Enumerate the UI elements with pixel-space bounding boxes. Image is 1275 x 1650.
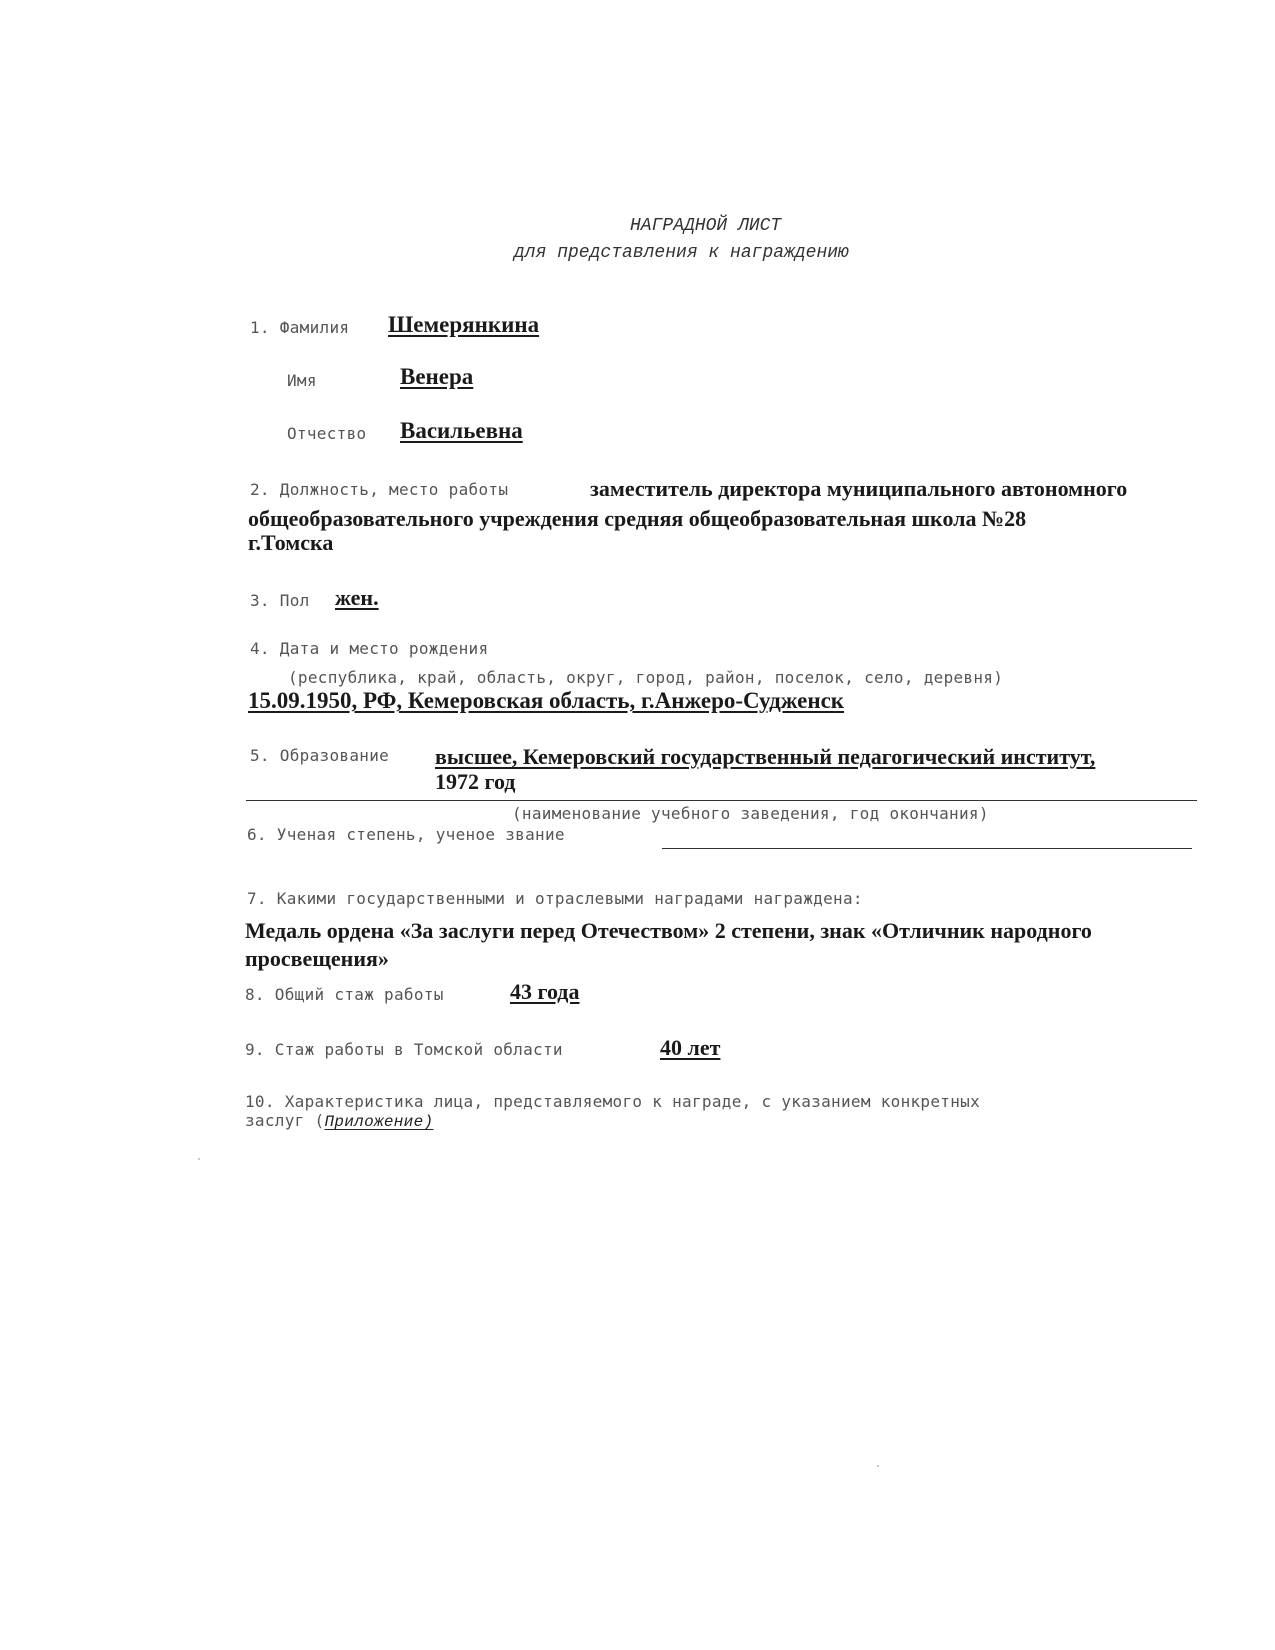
total-experience-value: 43 года xyxy=(510,979,580,1004)
characteristics-label-line2 xyxy=(245,1111,433,1131)
education-hint: (наименование учебного заведения, год окончания) xyxy=(512,804,989,823)
birth-hint: (республика, край, область, округ, город, район, поселок, село, деревня) xyxy=(288,668,1004,687)
patronymic-label: Отчество xyxy=(287,424,367,443)
characteristics-prefix: заслуг ( xyxy=(245,1111,325,1130)
scan-speck xyxy=(198,1158,200,1160)
position-value-line1: заместитель директора муниципального автономного xyxy=(590,476,1128,501)
scan-speck xyxy=(877,1465,879,1467)
position-label: 2. Должность, место работы xyxy=(250,480,509,499)
education-label: 5. Образование xyxy=(250,746,390,765)
tomsk-experience-value: 40 лет xyxy=(660,1035,721,1060)
sex-value: жен. xyxy=(335,585,379,610)
position-value-line2: общеобразовательного учреждения средняя общеобразовательная школа №28 xyxy=(248,506,1027,531)
education-value-line1: высшее, Кемеровский государственный педагогический институт, xyxy=(435,744,1096,769)
document-subtitle: для представления к награждению xyxy=(514,243,849,263)
awards-value-line2: просвещения» xyxy=(245,946,389,971)
tomsk-experience-label: 9. Стаж работы в Томской области xyxy=(245,1040,563,1059)
document-title: НАГРАДНОЙ ЛИСТ xyxy=(630,216,782,236)
appendix-link[interactable]: Приложение) xyxy=(324,1113,434,1131)
patronymic-value: Васильевна xyxy=(400,418,523,443)
name-label: Имя xyxy=(287,371,317,390)
sex-label: 3. Пол xyxy=(250,591,310,610)
education-underline xyxy=(246,800,1197,801)
education-value-line2: 1972 год xyxy=(435,769,516,794)
characteristics-label-line1: 10. Характеристика лица, представляемого к награде, с указанием конкретных xyxy=(245,1092,981,1111)
degree-label: 6. Ученая степень, ученое звание xyxy=(247,825,565,844)
surname-label: 1. Фамилия xyxy=(250,318,350,337)
awards-label: 7. Какими государственными и отраслевыми наградами награждена: xyxy=(247,889,863,908)
degree-blank-line[interactable] xyxy=(662,848,1192,849)
position-value-line3: г.Томска xyxy=(248,530,334,555)
birth-value: 15.09.1950, РФ, Кемеровская область, г.Анжеро-Судженск xyxy=(248,688,845,713)
birth-label: 4. Дата и место рождения xyxy=(250,639,489,658)
total-experience-label: 8. Общий стаж работы xyxy=(245,985,444,1004)
name-value: Венера xyxy=(400,364,474,389)
awards-value-line1: Медаль ордена «За заслуги перед Отечеством» 2 степени, знак «Отличник народного xyxy=(245,918,1092,943)
surname-value: Шемерянкина xyxy=(388,312,540,337)
